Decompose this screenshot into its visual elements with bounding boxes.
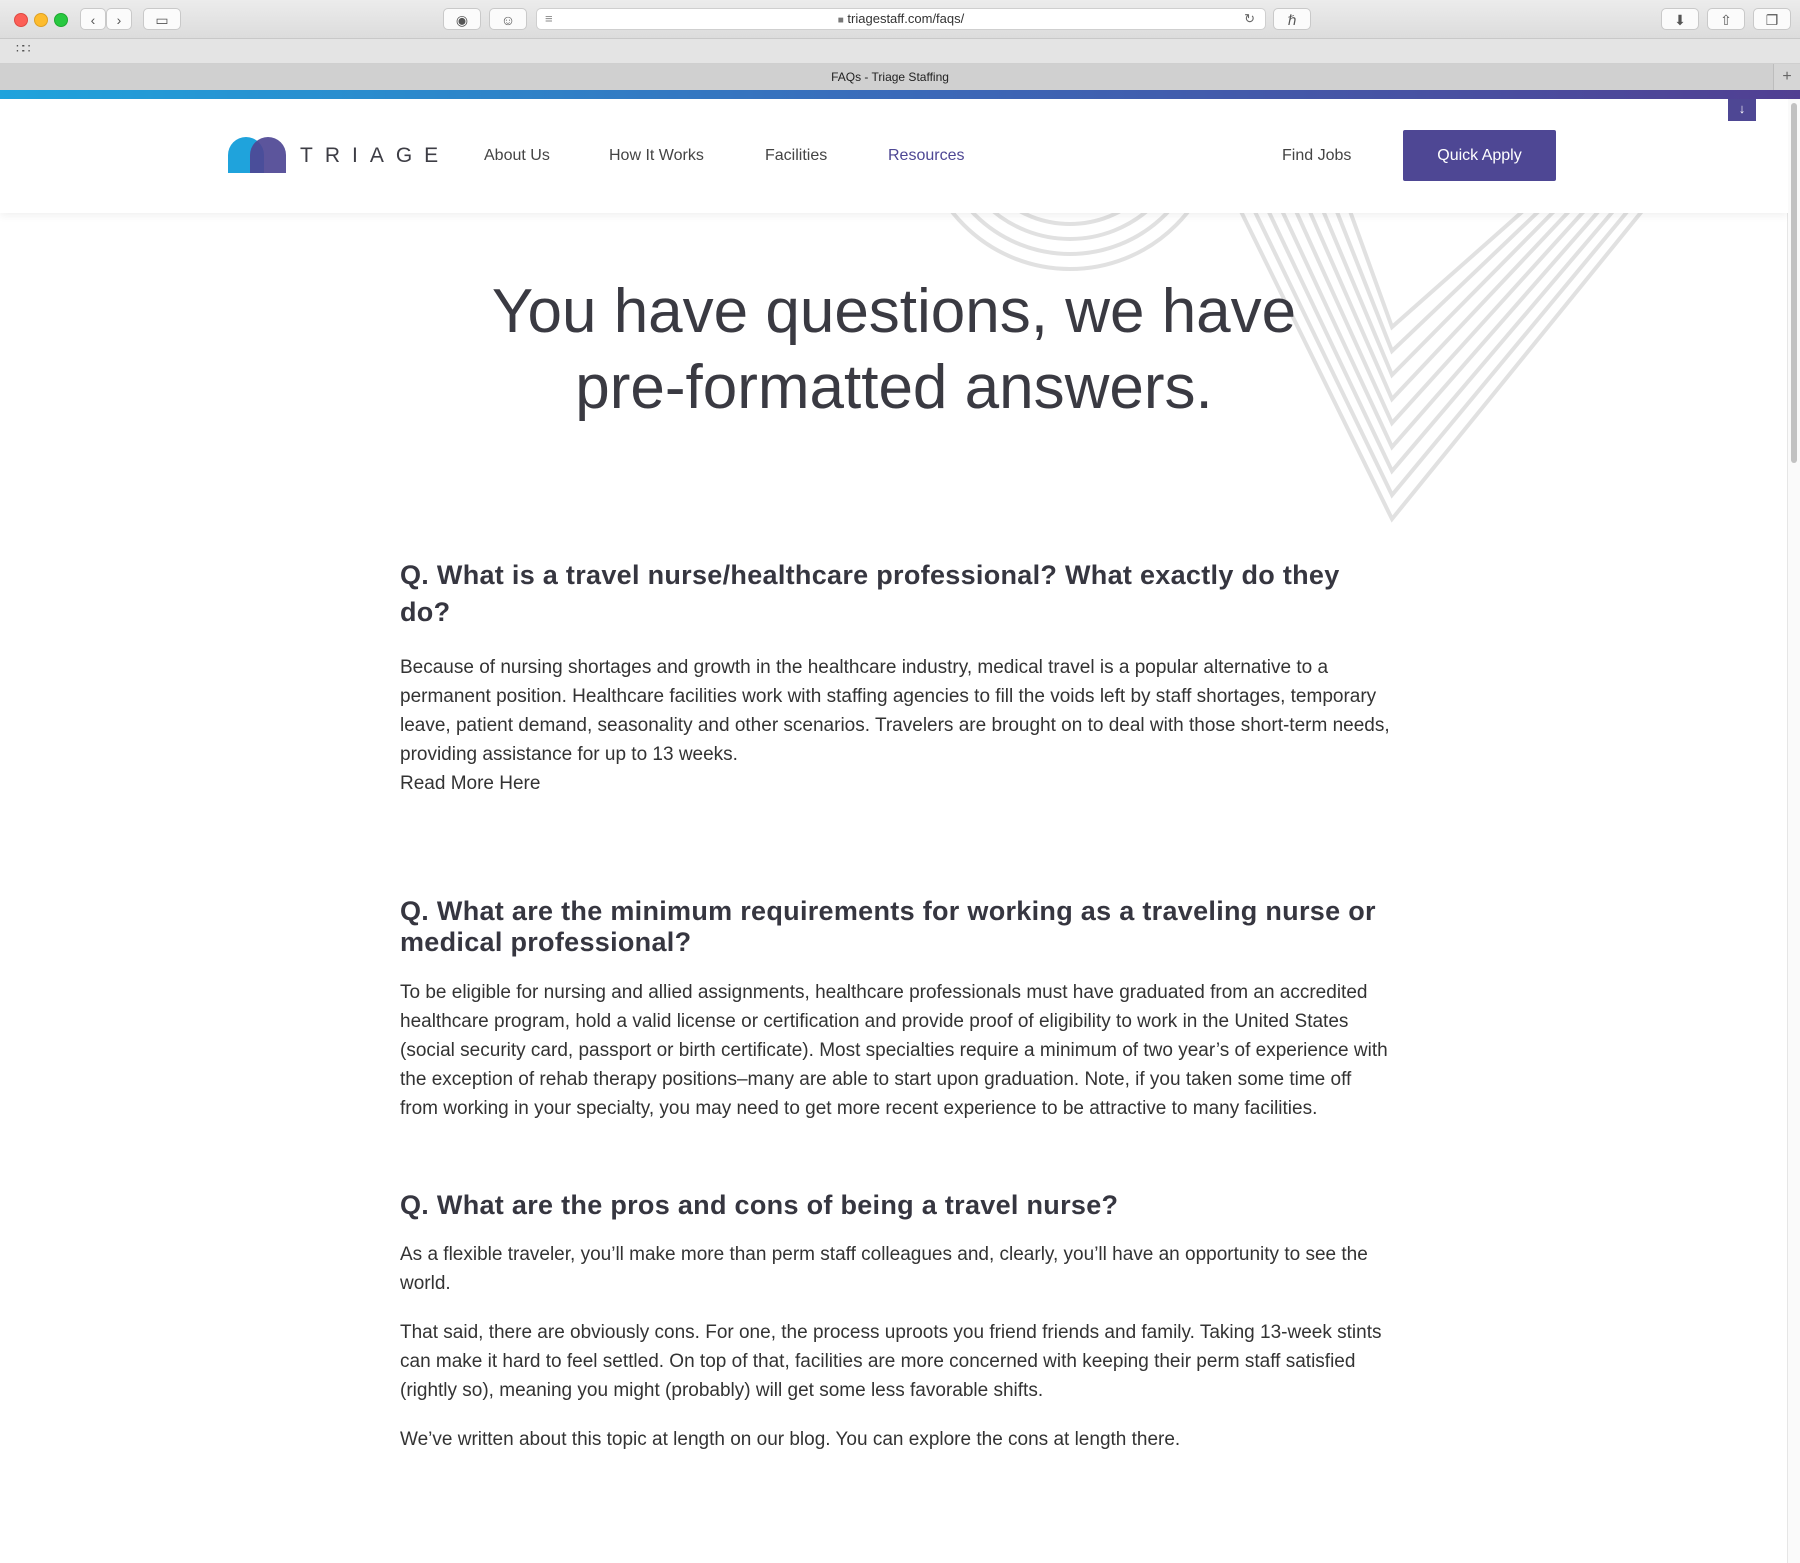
- nav-how-it-works[interactable]: How It Works: [609, 147, 704, 164]
- new-tab-button[interactable]: +: [1773, 64, 1800, 90]
- faq-answer: To be eligible for nursing and allied assignments, healthcare professionals must have graduated from an accredited healthcare program, hold a valid license or certification and provide proof of eligibility to work in the United States (social security card, passport or birth certificate). Most specialties require a minimum of two year’s of experience with the exception of rehab therapy positions–many are able to start upon graduation. Note, if you taken some time off from working in your specialty, you may need to get more recent experience to be attractive to many facilities.: [400, 982, 1388, 1119]
- lock-icon: ■: [837, 15, 844, 26]
- accent-bar: [0, 90, 1800, 99]
- scrollbar[interactable]: [1787, 99, 1800, 1563]
- site-header: [0, 99, 1788, 213]
- triage-logo-icon[interactable]: [228, 137, 286, 173]
- faq-question: Q. What are the minimum requirements for working as a traveling nurse or medical professional?: [400, 896, 1376, 957]
- password-icon[interactable]: ◉: [443, 8, 481, 30]
- forward-icon[interactable]: ›: [106, 8, 132, 30]
- extension-icon[interactable]: ℏ: [1273, 8, 1311, 30]
- scrollbar-thumb[interactable]: [1791, 103, 1797, 463]
- brand-wordmark[interactable]: TRIAGE: [300, 144, 451, 167]
- nav-about-us[interactable]: About Us: [484, 147, 550, 164]
- faq-list: [400, 557, 1390, 1454]
- faq-item: [400, 896, 1390, 1123]
- url-text: triagestaff.com/faqs/: [847, 11, 965, 26]
- downloads-icon[interactable]: ⬇: [1661, 8, 1699, 30]
- title-line-2: pre-formatted answers.: [575, 353, 1213, 422]
- sidebar-icon[interactable]: ▭: [143, 8, 181, 30]
- faq-question: Q. What are the pros and cons of being a travel nurse?: [400, 1190, 1119, 1220]
- faq-answer: As a flexible traveler, you’ll make more than perm staff colleagues and, clearly, you’ll have an opportunity to see the world.: [400, 1244, 1368, 1294]
- faq-item: [400, 1187, 1390, 1454]
- zoom-window-button[interactable]: [54, 13, 68, 27]
- reload-icon[interactable]: ↻: [1244, 11, 1255, 26]
- favorites-bar: [0, 39, 1800, 64]
- tabs-overview-icon[interactable]: ❐: [1753, 8, 1791, 30]
- download-arrow-icon[interactable]: ↓: [1728, 99, 1756, 121]
- back-icon[interactable]: ‹: [80, 8, 106, 30]
- reader-icon[interactable]: ≡: [545, 11, 553, 26]
- faq-question: Q. What is a travel nurse/healthcare professional? What exactly do they do?: [400, 560, 1340, 627]
- faq-answer: Because of nursing shortages and growth in the healthcare industry, medical travel is a popular alternative to a permanent position. Healthcare facilities work with staffing agencies to fill the voids left by staff shortages, temporary leave, patient demand, seasonality and other scenarios. Travelers are brought on to deal with those short-term needs, providing assistance for up to 13 weeks.: [400, 657, 1390, 765]
- nav-resources[interactable]: Resources: [888, 147, 965, 164]
- title-line-1: You have questions, we have: [491, 277, 1297, 346]
- browser-toolbar: [0, 0, 1800, 39]
- quick-apply-button[interactable]: Quick Apply: [1403, 130, 1556, 181]
- minimize-window-button[interactable]: [34, 13, 48, 27]
- nav-find-jobs[interactable]: Find Jobs: [1282, 147, 1352, 164]
- page-viewport: [0, 99, 1788, 1563]
- close-window-button[interactable]: [14, 13, 28, 27]
- ghostery-icon[interactable]: ☺: [489, 8, 527, 30]
- faq-answer: We’ve written about this topic at length on our blog. You can explore the cons at length there.: [400, 1429, 1181, 1450]
- apps-grid-icon[interactable]: ∷∷: [16, 41, 29, 56]
- faq-item: [400, 557, 1390, 798]
- nav-facilities[interactable]: Facilities: [765, 147, 828, 164]
- read-more-link[interactable]: Read More Here: [400, 773, 541, 794]
- page-title: [340, 274, 1448, 426]
- active-tab[interactable]: FAQs - Triage Staffing: [831, 70, 949, 84]
- tab-bar: [0, 64, 1800, 91]
- share-icon[interactable]: ⇧: [1707, 8, 1745, 30]
- address-bar[interactable]: [536, 8, 1266, 30]
- faq-answer: That said, there are obviously cons. For one, the process uproots you friend friends and family. Taking 13-week stints can make it hard to feel settled. On top of that, facilities are more concerned with keeping their perm staff satisfied (rightly so), meaning you might (probably) will get some less favorable shifts.: [400, 1322, 1382, 1401]
